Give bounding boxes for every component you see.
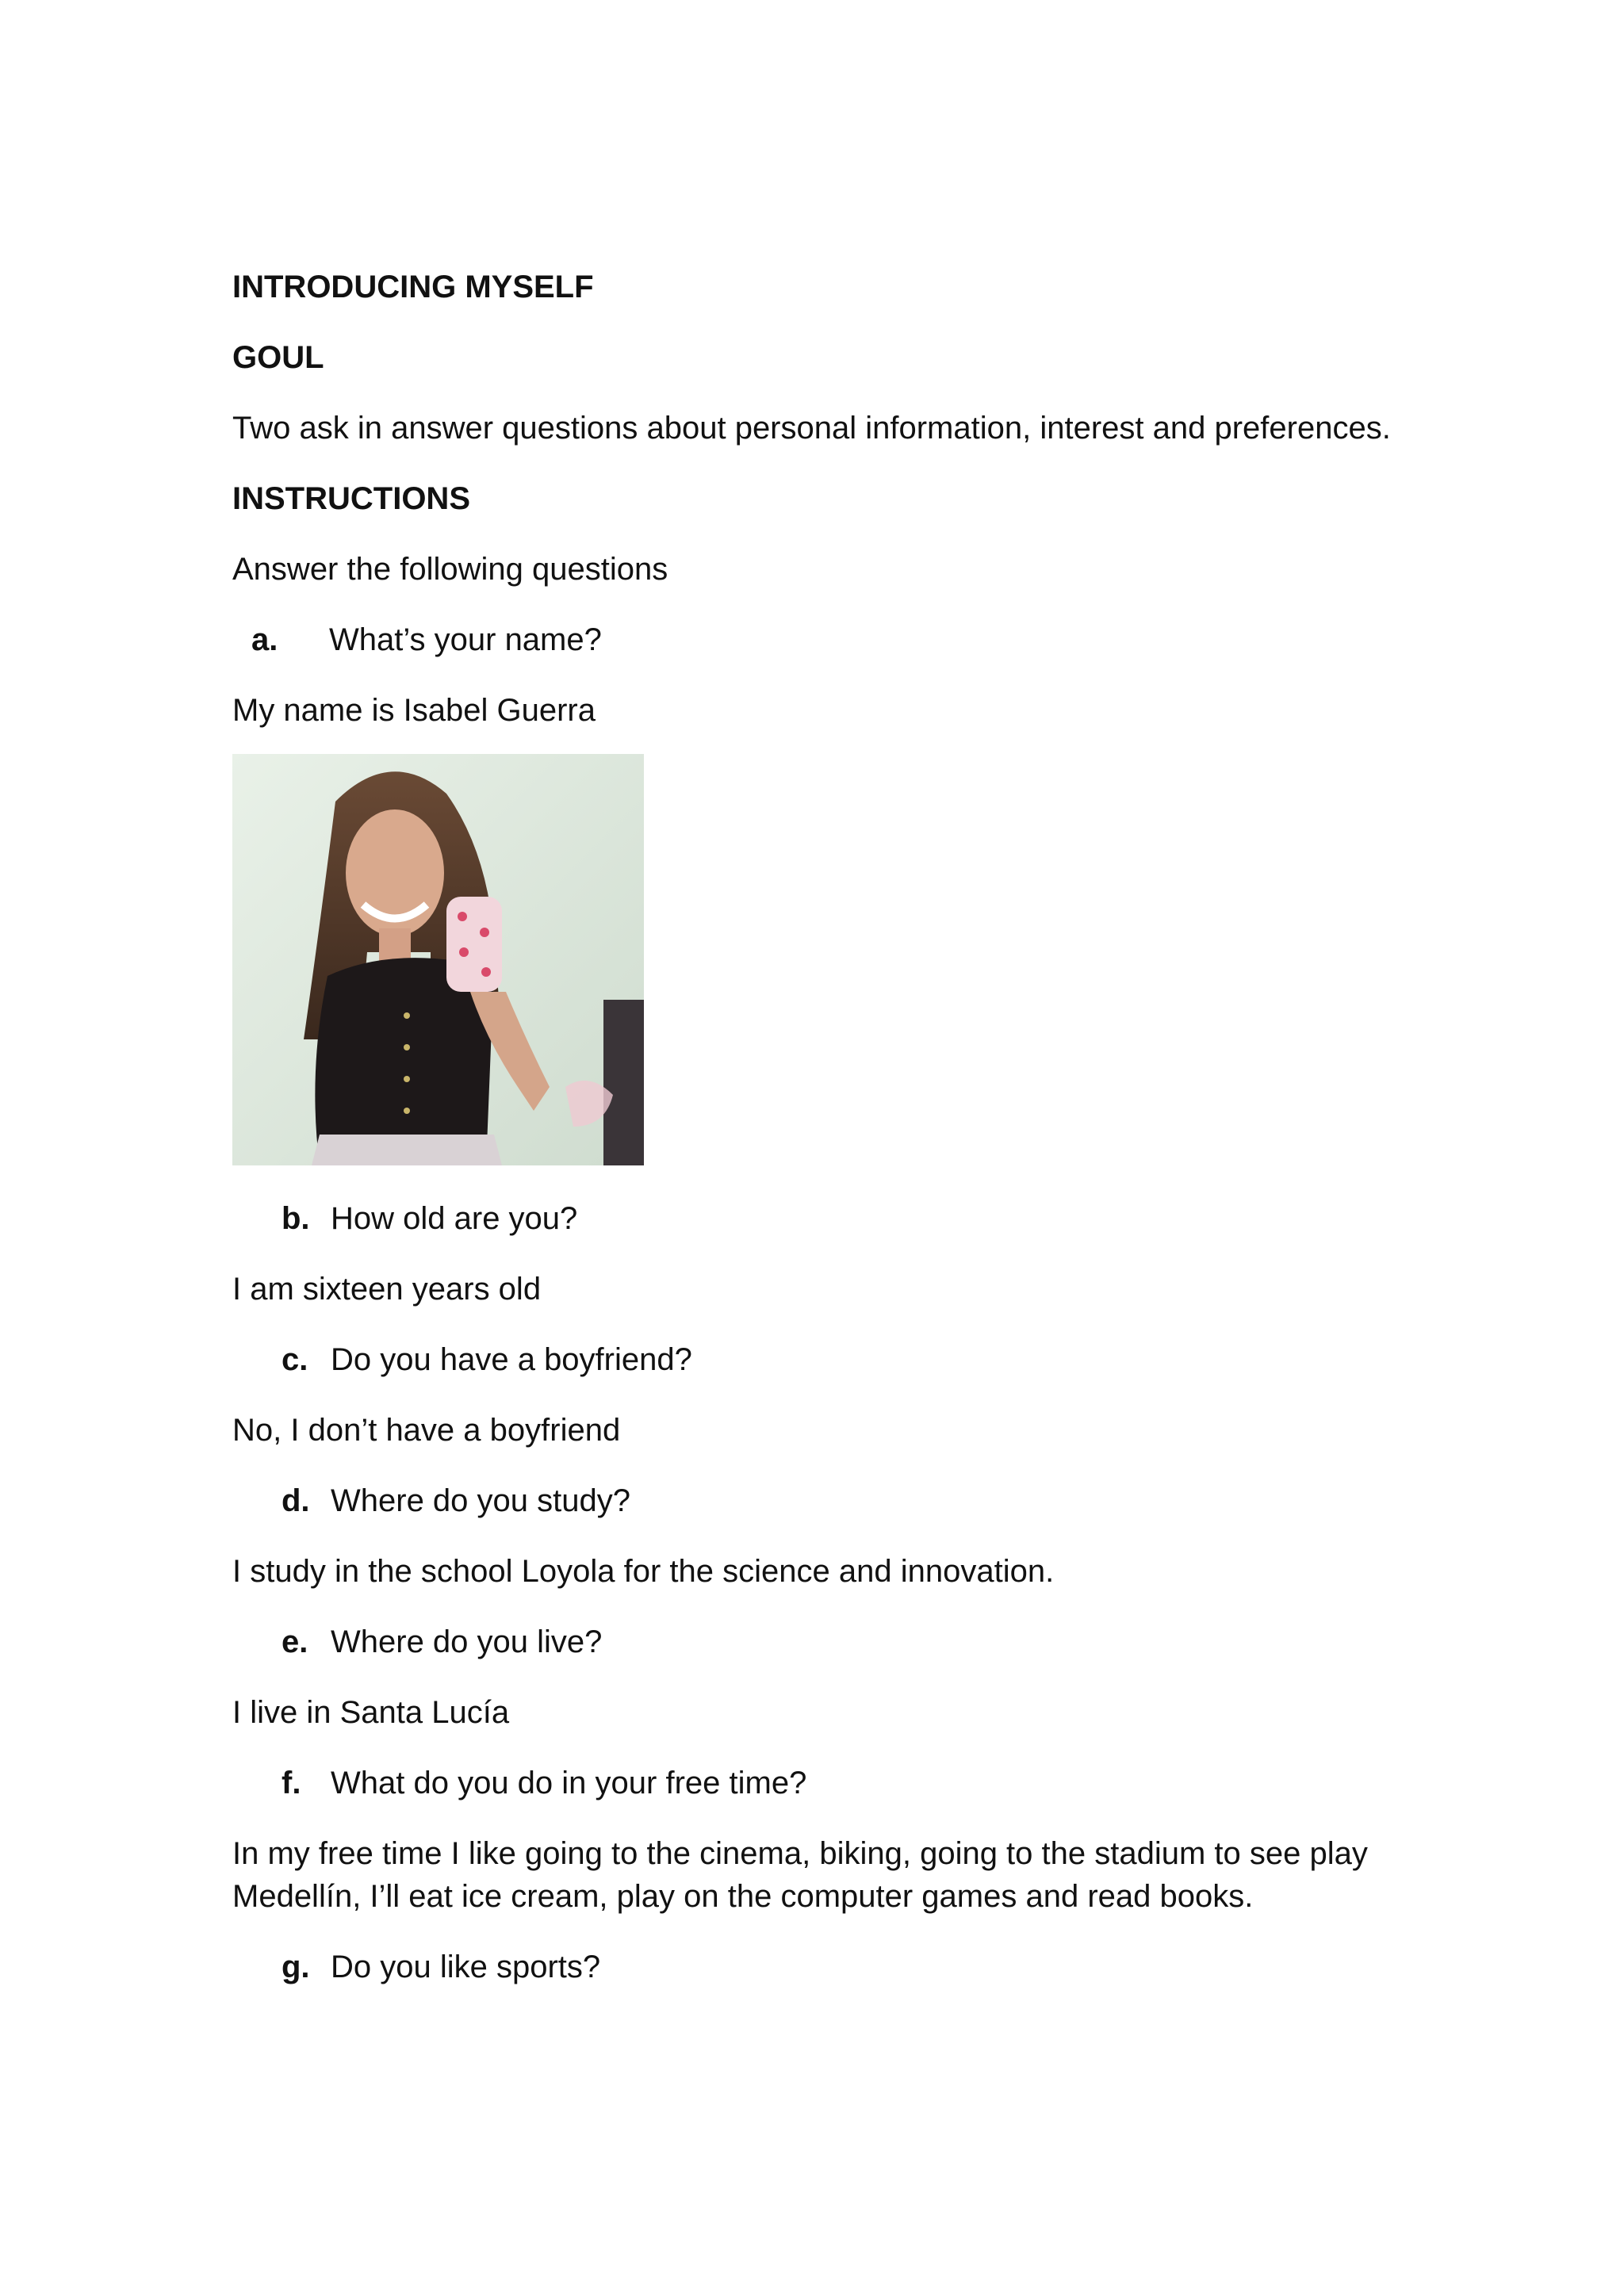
- question-letter: a.: [251, 622, 278, 657]
- answer-f: [232, 1832, 1469, 1918]
- answer-e: I live in Santa Lucía: [232, 1695, 510, 1730]
- question-g: [232, 1946, 1469, 1988]
- question-b: [232, 1197, 1469, 1240]
- question-a: [232, 618, 1469, 661]
- question-text: Do you like sports?: [331, 1950, 601, 1984]
- question-letter: e.: [282, 1624, 308, 1659]
- question-letter: b.: [282, 1201, 310, 1236]
- instructions-heading: INSTRUCTIONS: [232, 481, 470, 516]
- answer-c: No, I don’t have a boyfriend: [232, 1413, 621, 1448]
- answer-d: I study in the school Loyola for the science and innovation.: [232, 1554, 1055, 1589]
- document-content: [232, 266, 1469, 2016]
- question-letter: c.: [282, 1342, 308, 1377]
- goal-heading: GOUL: [232, 340, 324, 375]
- question-text: Where do you live?: [331, 1624, 603, 1659]
- answer-a: My name is Isabel Guerra: [232, 693, 596, 728]
- question-letter: f.: [282, 1766, 301, 1800]
- question-text: How old are you?: [331, 1201, 578, 1236]
- question-e: [232, 1621, 1469, 1663]
- question-text: What do you do in your free time?: [331, 1766, 807, 1800]
- answer-b: I am sixteen years old: [232, 1272, 542, 1307]
- instructions-text: Answer the following questions: [232, 552, 668, 587]
- question-text: What’s your name?: [329, 622, 602, 657]
- question-c: [232, 1338, 1469, 1381]
- question-text: Where do you study?: [331, 1483, 630, 1518]
- document-title: INTRODUCING MYSELF: [232, 270, 594, 304]
- question-letter: g.: [282, 1950, 310, 1984]
- goal-text: Two ask in answer questions about personal information, interest and preferences.: [232, 411, 1391, 446]
- answer-f-line-2: Medellín, I’ll eat ice cream, play on the computer games and read books.: [232, 1879, 1254, 1914]
- selfie-photo: [232, 754, 644, 1165]
- question-letter: d.: [282, 1483, 310, 1518]
- question-d: [232, 1479, 1469, 1522]
- selfie-photo-illustration: [232, 754, 644, 1165]
- answer-f-line-1: In my free time I like going to the cinema, biking, going to the stadium to see play: [232, 1836, 1368, 1871]
- question-text: Do you have a boyfriend?: [331, 1342, 692, 1377]
- question-f: [232, 1762, 1469, 1804]
